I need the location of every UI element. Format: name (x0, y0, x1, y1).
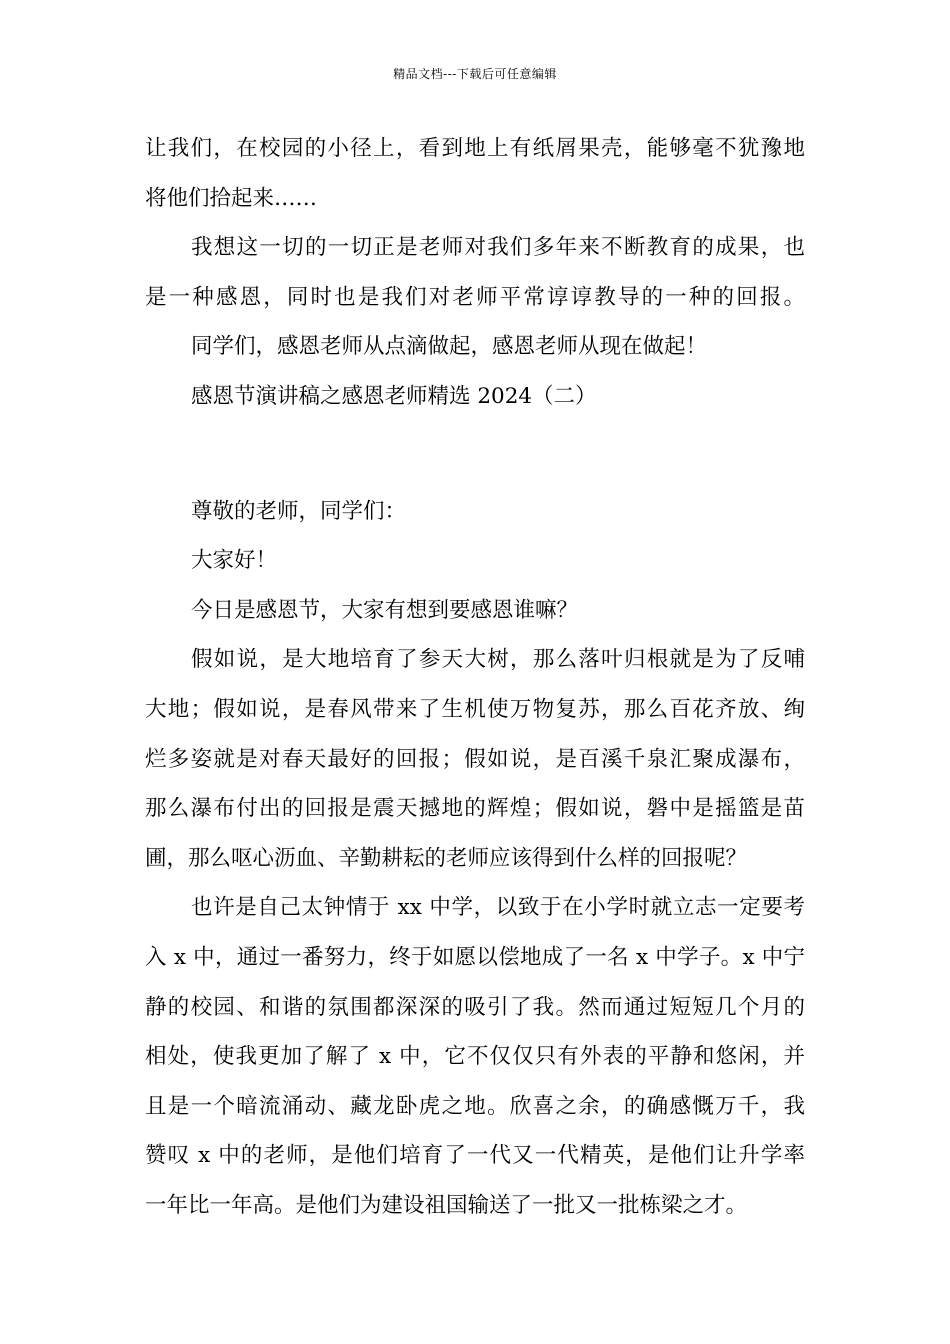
paragraph (145, 635, 805, 883)
text-line: 是一种感恩，同时也是我们对老师平常谆谆教导的一种的回报。 (145, 284, 805, 310)
text-line: 入 x 中，通过一番努力，终于如愿以偿地成了一名 x 中学子。x 中宁 (145, 944, 805, 970)
greeting (145, 536, 805, 586)
text-line: 且是一个暗流涌动、藏龙卧虎之地。欣喜之余，的确感慨万千，我 (145, 1093, 805, 1119)
text-line: 我想这一切的一切正是老师对我们多年来不断教育的成果，也 (191, 235, 805, 261)
document-body (145, 124, 805, 1230)
text-line: 大地；假如说，是春风带来了生机使万物复苏，那么百花齐放、绚 (145, 696, 805, 722)
text-line: 大家好！ (191, 548, 278, 574)
text-line: 假如说，是大地培育了参天大树，那么落叶归根就是为了反哺 (191, 647, 805, 673)
paragraph (145, 124, 805, 223)
text-line: 一年比一年高。是他们为建设祖国输送了一批又一批栋梁之才。 (145, 1192, 748, 1218)
text-line: 将他们拾起来…… (145, 185, 318, 211)
text-line: 赞叹 x 中的老师，是他们培育了一代又一代精英，是他们让升学率 (145, 1143, 805, 1169)
text-line: 相处，使我更加了解了 x 中，它不仅仅只有外表的平静和悠闲，并 (145, 1044, 805, 1070)
text-line: 也许是自己太钟情于 xx 中学，以致于在小学时就立志一定要考 (191, 895, 805, 921)
text-line: 烂多姿就是对春天最好的回报；假如说，是百溪千泉汇聚成瀑布， (145, 746, 805, 772)
text-line: 那么瀑布付出的回报是震天撼地的辉煌；假如说，磐中是摇篮是苗 (145, 796, 805, 822)
text-line: 尊敬的老师，同学们： (191, 498, 407, 524)
text-line: 让我们，在校园的小径上，看到地上有纸屑果壳，能够毫不犹豫地 (145, 136, 805, 161)
paragraph (145, 883, 805, 1230)
text-line: 感恩节演讲稿之感恩老师精选 2024（二） (191, 383, 597, 409)
page-header: 精品文档---下载后可任意编辑 (393, 67, 557, 81)
blank-space (145, 422, 805, 487)
text-line: 今日是感恩节，大家有想到要感恩谁嘛？ (191, 597, 579, 623)
section-heading (145, 372, 805, 422)
text-line: 圃，那么呕心沥血、辛勤耕耘的老师应该得到什么样的回报呢？ (145, 845, 748, 871)
paragraph (145, 322, 805, 372)
text-line: 同学们，感恩老师从点滴做起，感恩老师从现在做起！ (191, 334, 708, 360)
text-line: 静的校园、和谐的氛围都深深的吸引了我。然而通过短短几个月的 (145, 994, 805, 1020)
paragraph (145, 586, 805, 636)
salutation (145, 487, 805, 537)
paragraph (145, 223, 805, 322)
